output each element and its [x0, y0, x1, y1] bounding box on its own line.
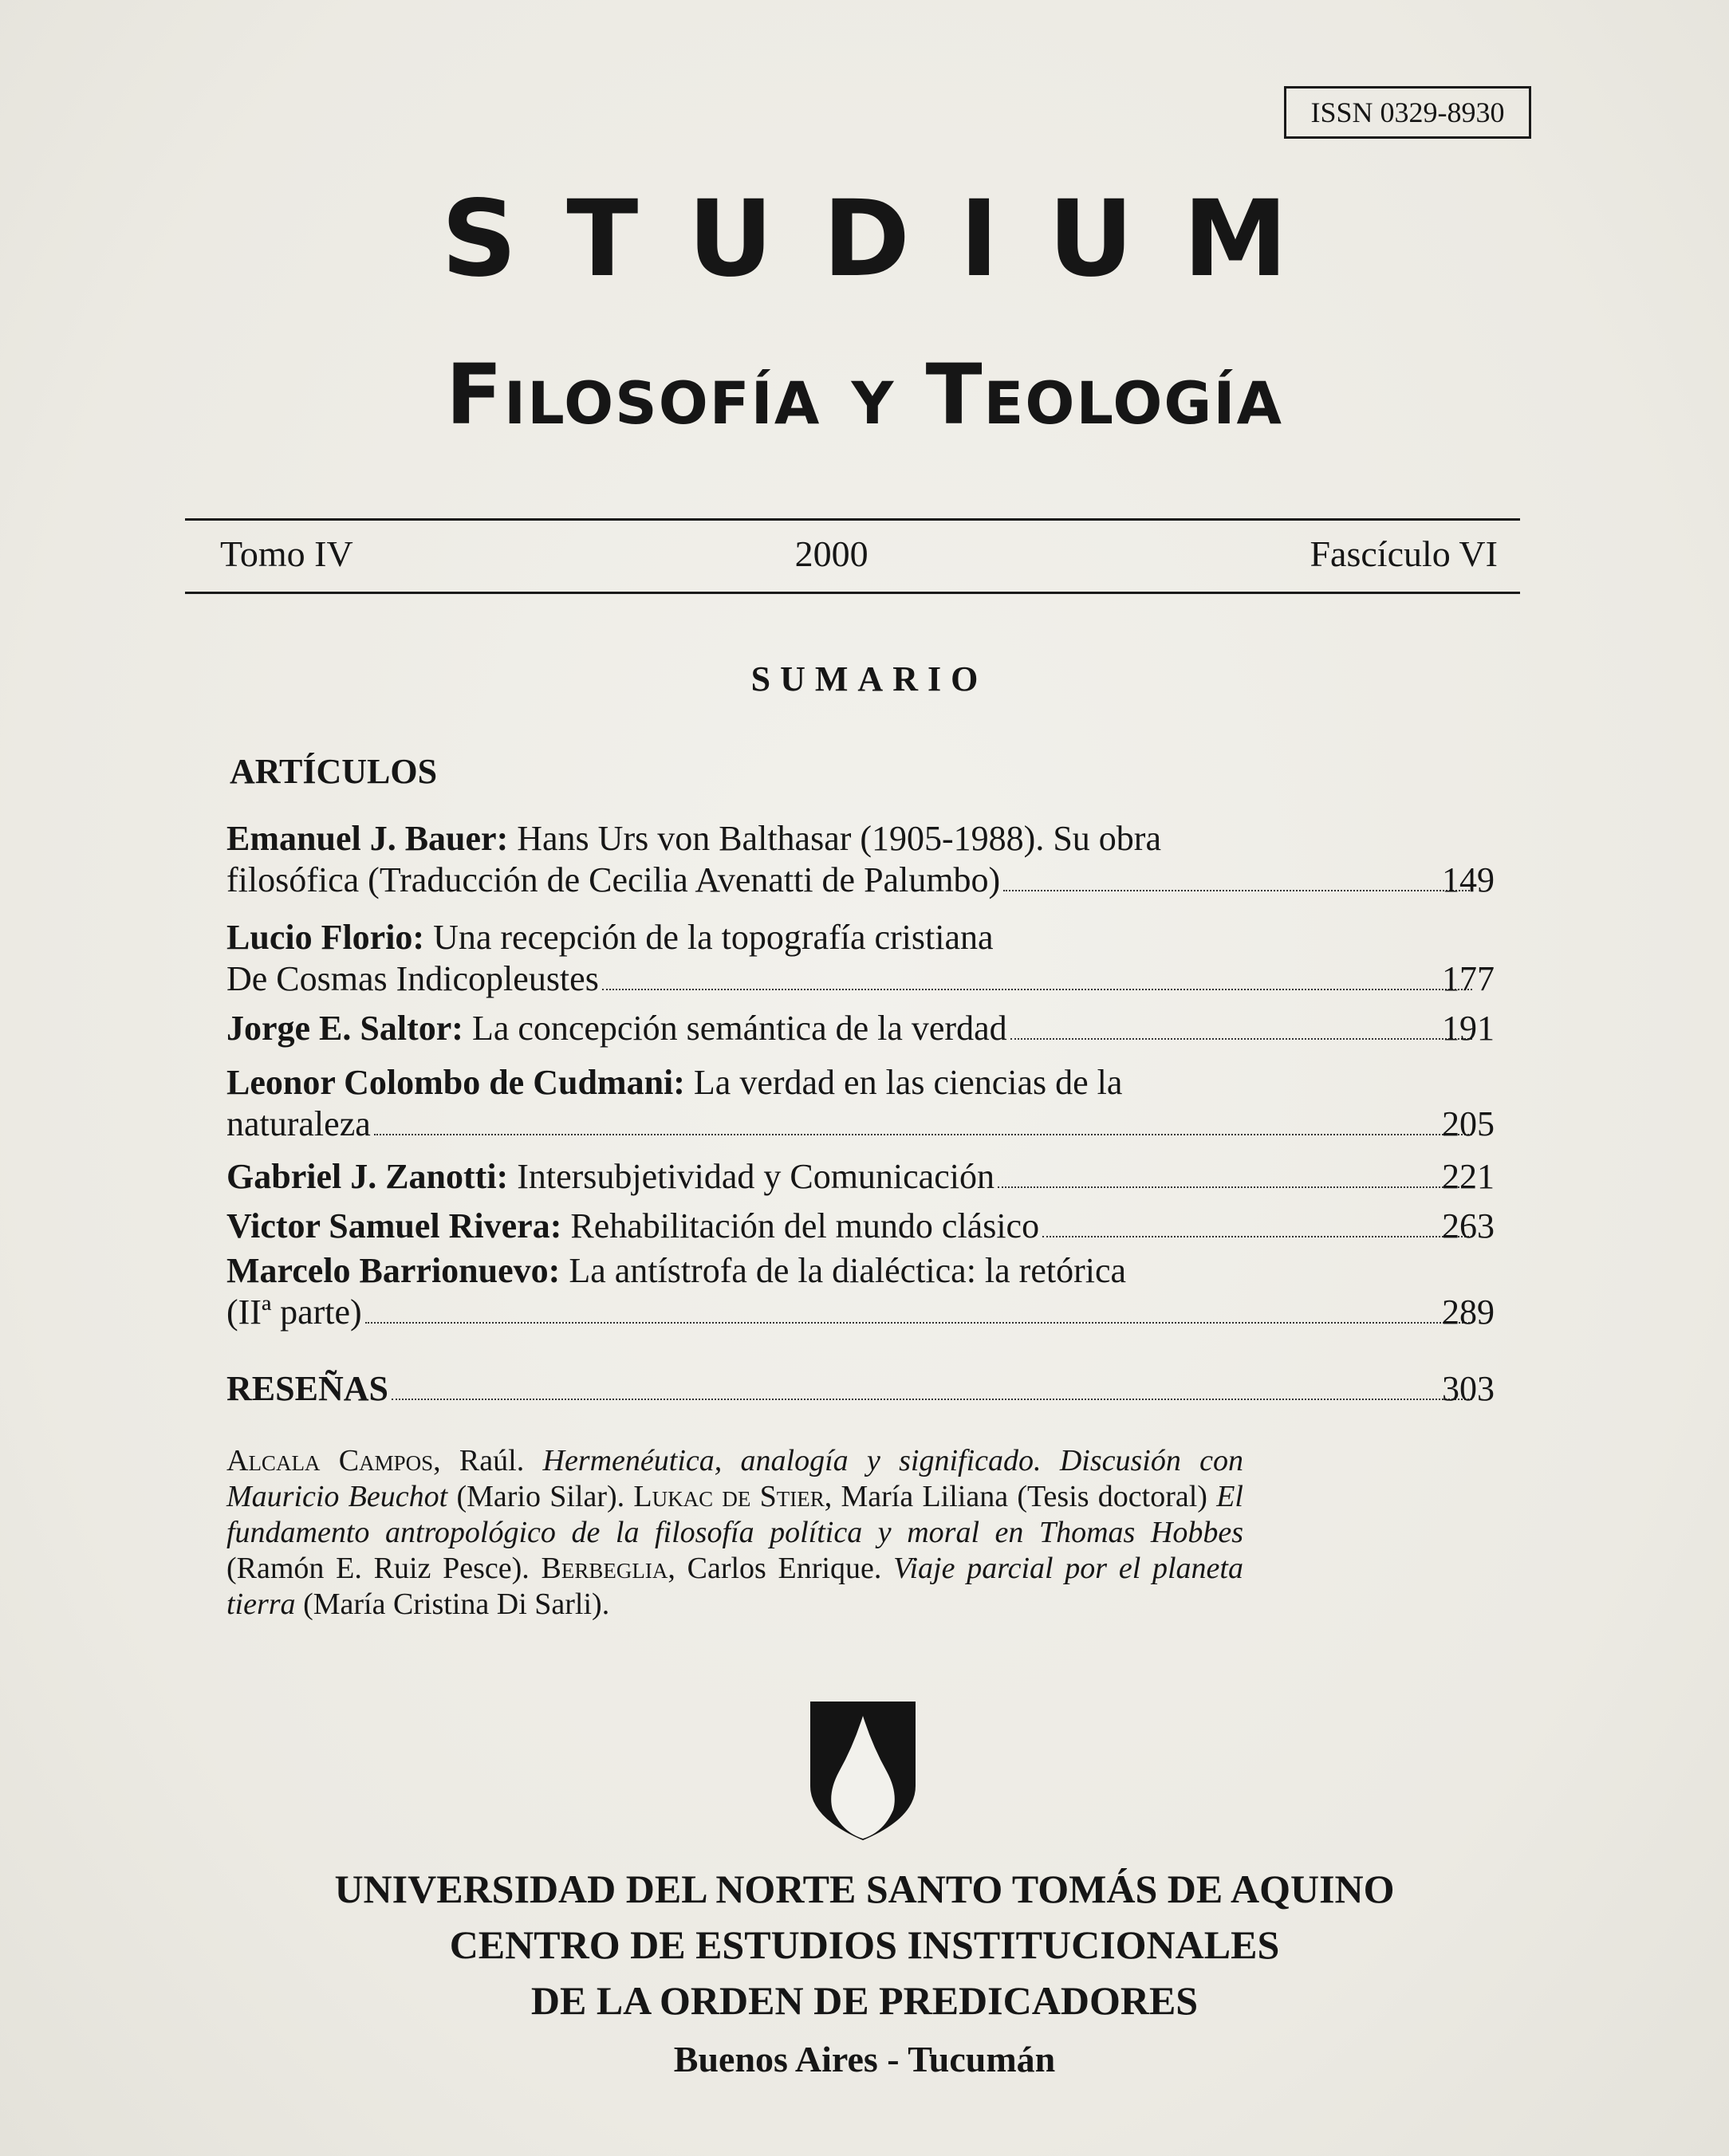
review-author: Lukac de Stier: [633, 1480, 825, 1513]
entry-page: 177: [1442, 959, 1495, 998]
entry-author: Gabriel J. Zanotti:: [226, 1157, 509, 1196]
dominican-shield-icon: [807, 1698, 919, 1843]
entry-title: La antístrofa de la dialéctica: la retórica: [560, 1251, 1127, 1290]
leader-dots: [365, 1322, 1472, 1324]
entry-title: La concepción semántica de la verdad: [463, 1009, 1007, 1048]
entry-page: 149: [1442, 860, 1495, 899]
fascicle-label: Fascículo VI: [1310, 533, 1498, 574]
entry-title-cont: De Cosmas Indicopleustes: [226, 959, 599, 998]
entry-title-cont: naturaleza: [226, 1104, 371, 1143]
reviews-entry: [226, 1368, 1495, 1410]
entry-title-cont: filosófica (Traducción de Cecilia Avenatti de Palumbo): [226, 860, 1001, 899]
review-reviewer: (María Cristina Di Sarli).: [295, 1587, 610, 1621]
top-rule: [185, 518, 1520, 521]
entry-page: 205: [1442, 1104, 1495, 1143]
articles-heading: ARTÍCULOS: [230, 752, 438, 791]
toc-entry: [226, 1062, 1495, 1145]
entry-author: Victor Samuel Rivera:: [226, 1206, 562, 1245]
reviews-list: [226, 1443, 1243, 1623]
leader-dots: [602, 989, 1472, 990]
review-author-given: , Carlos Enrique.: [668, 1552, 894, 1585]
review-author: Berbeglia: [541, 1552, 668, 1585]
journal-title: STUDIUM: [441, 178, 1337, 301]
entry-title: Rehabilitación del mundo clásico: [561, 1206, 1040, 1245]
leader-dots: [392, 1399, 1472, 1400]
year-label: 2000: [794, 533, 868, 574]
review-author-given: , Raúl.: [433, 1444, 543, 1477]
entry-title-cont: (IIª parte): [226, 1292, 362, 1332]
review-book-title: El fundamento antropológico de la filosofía política y moral en Thomas Hobbes: [226, 1480, 1243, 1549]
institution-center: CENTRO DE ESTUDIOS INSTITUCIONALES: [449, 1922, 1280, 1967]
entry-author: Lucio Florio:: [226, 918, 425, 957]
contents-heading: SUMARIO: [750, 659, 988, 698]
entry-author: Emanuel J. Bauer:: [226, 819, 509, 858]
institution-name: UNIVERSIDAD DEL NORTE SANTO TOMÁS DE AQUINO: [334, 1867, 1395, 1911]
review-reviewer: (Ramón E. Ruiz Pesce).: [226, 1552, 542, 1585]
entry-title: Intersubjetividad y Comunicación: [508, 1157, 994, 1196]
toc-entry: [226, 1250, 1495, 1333]
review-book-title: Viaje parcial por el planeta tierra: [226, 1552, 1243, 1621]
entry-page: 191: [1442, 1009, 1495, 1048]
entry-title: Una recepción de la topografía cristiana: [424, 918, 994, 957]
leader-dots: [1010, 1038, 1472, 1040]
bottom-rule: [185, 592, 1520, 594]
entry-page: 289: [1442, 1292, 1495, 1332]
toc-entry: [226, 1156, 1495, 1198]
entry-title: La verdad en las ciencias de la: [684, 1063, 1123, 1102]
review-book-title: Hermenéutica, analogía y significado. Discusión con Mauricio Beuchot: [226, 1444, 1243, 1513]
leader-dots: [1003, 890, 1472, 891]
reviews-heading: RESEÑAS: [226, 1369, 388, 1408]
entry-author: Jorge E. Saltor:: [226, 1009, 463, 1048]
leader-dots: [374, 1134, 1472, 1135]
review-author: Alcala Campos: [226, 1444, 434, 1477]
leader-dots: [998, 1186, 1472, 1188]
entry-author: Marcelo Barrionuevo:: [226, 1251, 561, 1290]
toc-entry: [226, 1008, 1495, 1049]
review-author-given: , María Liliana (Tesis doctoral): [824, 1480, 1217, 1513]
issue-info: [220, 533, 1498, 580]
entry-page: 263: [1442, 1206, 1495, 1245]
entry-page: 221: [1442, 1157, 1495, 1196]
journal-subtitle: Filosofía y Teología: [445, 346, 1284, 443]
issn-box: ISSN 0329-8930: [1284, 86, 1531, 139]
review-reviewer: (Mario Silar).: [447, 1480, 634, 1513]
leader-dots: [1042, 1236, 1472, 1237]
volume-label: Tomo IV: [220, 533, 353, 574]
reviews-page: 303: [1442, 1369, 1495, 1408]
institution-location: Buenos Aires - Tucumán: [673, 2039, 1056, 2079]
entry-author: Leonor Colombo de Cudmani:: [226, 1063, 685, 1102]
toc-entry: [226, 1206, 1495, 1247]
entry-title: Hans Urs von Balthasar (1905-1988). Su obra: [508, 819, 1161, 858]
institution-order: DE LA ORDEN DE PREDICADORES: [530, 1978, 1199, 2023]
toc-entry: [226, 818, 1495, 901]
toc-entry: [226, 917, 1495, 1000]
